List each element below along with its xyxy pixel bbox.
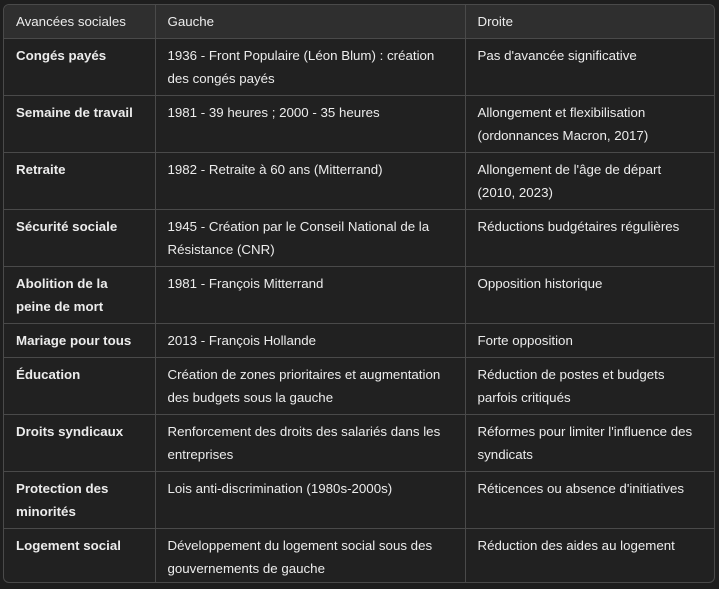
table-row	[4, 96, 714, 153]
droite-cell: Réduction des aides au logement	[477, 538, 675, 553]
gauche-cell: Renforcement des droits des salariés dans les entreprises	[155, 415, 465, 472]
droite-cell: Réticences ou absence d'initiatives	[465, 472, 714, 529]
row-label-cell: Semaine de travail	[4, 96, 155, 153]
droite-cell: Opposition historique	[465, 267, 714, 324]
droite-cell: Réductions budgétaires régulières	[465, 210, 714, 267]
row-label-cell: Retraite	[4, 153, 155, 210]
gauche-cell: 1981 - François Mitterrand	[155, 267, 465, 324]
table-row	[4, 210, 714, 267]
table-row	[4, 39, 714, 96]
gauche-cell: Développement du logement social sous des gouvernements de gauche	[155, 529, 465, 584]
row-label-cell: Abolition de la peine de mort	[4, 267, 155, 324]
row-label-cell: Mariage pour tous	[4, 324, 155, 358]
table-row	[4, 529, 714, 584]
table-row	[4, 324, 714, 358]
row-label-cell: Logement social	[4, 529, 155, 584]
gauche-cell: Lois anti-discrimination (1980s-2000s)	[155, 472, 465, 529]
gauche-cell: Création de zones prioritaires et augmentation des budgets sous la gauche	[155, 358, 465, 415]
droite-cell: Pas d'avancée significative	[465, 39, 714, 96]
gauche-cell: 1981 - 39 heures ; 2000 - 35 heures	[155, 96, 465, 153]
row-label-cell: Droits syndicaux	[4, 415, 155, 472]
row-label-cell: Congés payés	[4, 39, 155, 96]
table-row	[4, 267, 714, 324]
table-header-row	[4, 5, 714, 39]
table-row	[4, 153, 714, 210]
droite-cell: Forte opposition	[465, 324, 714, 358]
gauche-cell: 1982 - Retraite à 60 ans (Mitterrand)	[155, 153, 465, 210]
droite-cell: Allongement de l'âge de départ (2010, 2023)	[465, 153, 714, 210]
column-header: Droite	[465, 5, 714, 39]
gauche-cell: 1936 - Front Populaire (Léon Blum) : création des congés payés	[155, 39, 465, 96]
row-label-cell: Protection des minorités	[4, 472, 155, 529]
row-label-cell: Éducation	[4, 358, 155, 415]
table-row	[4, 472, 714, 529]
droite-cell: Réduction de postes et budgets parfois critiqués	[465, 358, 714, 415]
table-row	[4, 415, 714, 472]
gauche-cell: 2013 - François Hollande	[155, 324, 465, 358]
column-header: Avancées sociales	[4, 5, 155, 39]
table-row	[4, 358, 714, 415]
gauche-cell: 1945 - Création par le Conseil National de la Résistance (CNR)	[155, 210, 465, 267]
droite-cell: Allongement et flexibilisation (ordonnances Macron, 2017)	[465, 96, 714, 153]
column-header: Gauche	[155, 5, 465, 39]
row-label-cell: Sécurité sociale	[4, 210, 155, 267]
droite-cell: Réformes pour limiter l'influence des syndicats	[465, 415, 714, 472]
comparison-table	[4, 5, 714, 583]
comparison-table-container	[3, 4, 715, 583]
